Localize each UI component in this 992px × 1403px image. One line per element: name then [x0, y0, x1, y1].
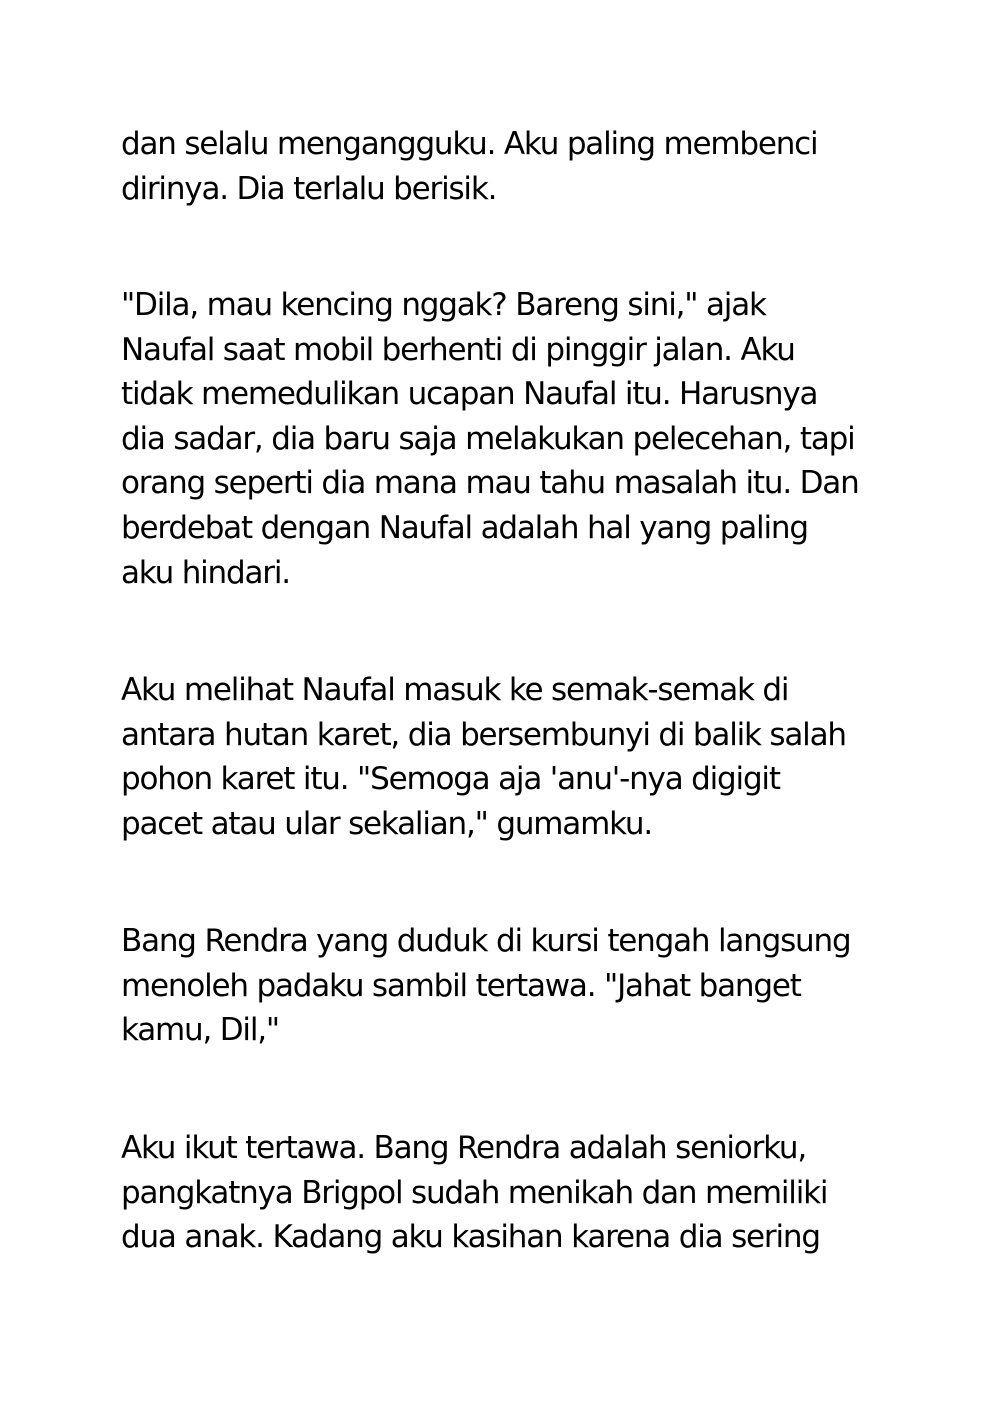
text-line: dia sadar, dia baru saja melakukan pelecehan, tapi [121, 420, 855, 457]
text-line: antara hutan karet, dia bersembunyi di balik salah [121, 716, 846, 753]
text-line: berdebat dengan Naufal adalah hal yang paling [121, 509, 808, 546]
paragraph-5 [121, 1126, 911, 1260]
text-line: dan selalu mengangguku. Aku paling membenci [121, 126, 818, 162]
text-line: pacet atau ular sekalian," gumamku. [121, 805, 652, 842]
text-line: Aku ikut tertawa. Bang Rendra adalah seniorku, [121, 1130, 807, 1166]
text-line: aku hindari. [121, 554, 290, 591]
text-line: orang seperti dia mana mau tahu masalah itu. Dan [121, 465, 859, 502]
text-line: Aku melihat Naufal masuk ke semak-semak di [121, 672, 789, 708]
text-line: dua anak. Kadang aku kasihan karena dia sering [121, 1219, 820, 1256]
text-line: dirinya. Dia terlalu berisik. [121, 170, 497, 207]
text-line: pangkatnya Brigpol sudah menikah dan memiliki [121, 1174, 828, 1211]
paragraph-2 [121, 283, 911, 595]
paragraph-3 [121, 668, 911, 846]
paragraph-4 [121, 919, 911, 1053]
text-line: Naufal saat mobil berhenti di pinggir jalan. Aku [121, 331, 795, 368]
text-line: "Dila, mau kencing nggak? Bareng sini," ajak [121, 287, 766, 323]
text-line: tidak memedulikan ucapan Naufal itu. Harusnya [121, 376, 818, 413]
paragraph-1 [121, 122, 911, 211]
text-line: kamu, Dil," [121, 1012, 279, 1049]
text-line: menoleh padaku sambil tertawa. "Jahat banget [121, 967, 801, 1004]
text-line: Bang Rendra yang duduk di kursi tengah langsung [121, 923, 851, 959]
text-line: pohon karet itu. "Semoga aja 'anu'-nya digigit [121, 761, 780, 798]
